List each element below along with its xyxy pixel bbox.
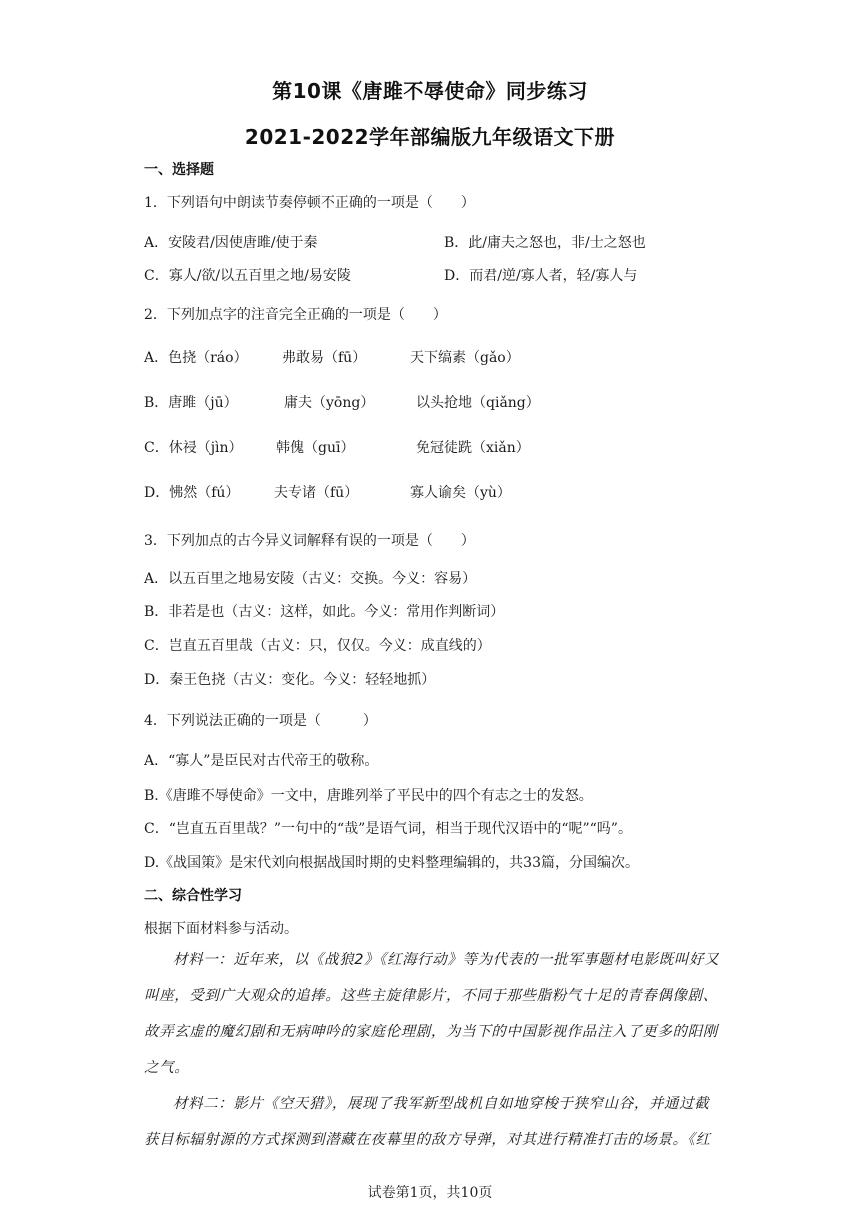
- question-1-option-c: C．寡人/欲/以五百里之地/易安陵: [144, 268, 351, 284]
- question-3-option-a: A．以五百里之地易安陵（古义：交换。今义：容易）: [144, 571, 477, 587]
- question-1-stem: 1．下列语句中朗读节奏停顿不正确的一项是（ ）: [144, 195, 475, 211]
- question-4-option-c: C．“岂直五百里哉？”一句中的“哉”是语气词，相当于现代汉语中的“呢”“吗”。: [144, 821, 632, 837]
- question-2-option-c-item-2: 韩傀（guī）: [276, 440, 355, 456]
- question-1-option-a: A．安陵君/因使唐雎/使于秦: [144, 235, 318, 251]
- question-3-stem: 3．下列加点的古今异义词解释有误的一项是（ ）: [144, 533, 475, 549]
- question-4-option-b: B.《唐雎不辱使命》一文中，唐雎列举了平民中的四个有志之士的发怒。: [144, 788, 593, 804]
- question-2-option-b-item-3: 以头抢地（qiǎng）: [416, 395, 540, 411]
- material-2-paragraph: 材料二：影片《空天猎》，展现了我军新型战机自如地穿梭于狭窄山谷，并通过截获目标辐射源的方式探测到潜藏在夜幕里的敌方导弹，对其进行精准打击的场景。《红: [144, 1096, 711, 1148]
- question-2-stem: 2．下列加点字的注音完全正确的一项是（ ）: [144, 307, 447, 323]
- question-3-option-c: C．岂直五百里哉（古义：只，仅仅。今义：成直线的）: [144, 638, 491, 654]
- question-3-option-d: D．秦王色挠（古义：变化。今义：轻轻地抓）: [144, 672, 436, 688]
- section-heading-choice: 一、选择题: [144, 162, 214, 178]
- question-2-option-d-item-3: 寡人谕矣（yù）: [410, 485, 511, 501]
- section-heading-comprehensive: 二、综合性学习: [144, 888, 242, 904]
- question-4-option-a: A．“寡人”是臣民对古代帝王的敬称。: [144, 753, 379, 769]
- question-2-option-d-item-1: D．怫然（fú）: [144, 485, 240, 501]
- question-2-option-b-item-1: B．唐雎（jū）: [144, 395, 238, 411]
- page-footer: 试卷第1页，共10页: [367, 1185, 493, 1201]
- question-2-option-a-item-3: 天下缟素（gǎo）: [410, 350, 520, 366]
- question-1-option-b: B．此/庸夫之怒也，非/士之怒也: [444, 235, 646, 251]
- question-2-option-d-item-2: 夫专诸（fū）: [274, 485, 359, 501]
- title-line-2: 2021-2022学年部编版九年级语文下册: [244, 125, 616, 149]
- question-2-option-a-item-2: 弗敢易（fū）: [282, 350, 367, 366]
- question-2-option-c-item-1: C．休祲（jìn）: [144, 440, 243, 456]
- question-2-option-c-item-3: 免冠徒跣（xiǎn）: [416, 440, 530, 456]
- question-4-option-d: D.《战国策》是宋代刘向根据战国时期的史料整理编辑的，共33篇，分国编次。: [144, 855, 639, 871]
- question-2-option-b-item-2: 庸夫（yōng）: [284, 395, 375, 411]
- title-line-1: 第10课《唐雎不辱使命》同步练习: [272, 79, 588, 103]
- question-3-option-b: B．非若是也（古义：这样，如此。今义：常用作判断词）: [144, 604, 505, 620]
- question-4-stem: 4．下列说法正确的一项是（ ）: [144, 713, 377, 729]
- material-1-paragraph: 材料一：近年来，以《战狼2》《红海行动》等为代表的一批军事题材电影既叫好又叫座，受到广大观众的追捧。这些主旋律影片，不同于那些脂粉气十足的青春偶像剧、故弄玄虚的魔幻剧和无病呻吟的家庭伦理剧，为当下的中国影视作品注入了更多的阳刚之气。: [144, 952, 720, 1076]
- question-1-option-d: D．而君/逆/寡人者，轻/寡人与: [444, 268, 638, 284]
- material-intro: 根据下面材料参与活动。: [144, 921, 298, 937]
- question-2-option-a-item-1: A．色挠（ráo）: [144, 350, 248, 366]
